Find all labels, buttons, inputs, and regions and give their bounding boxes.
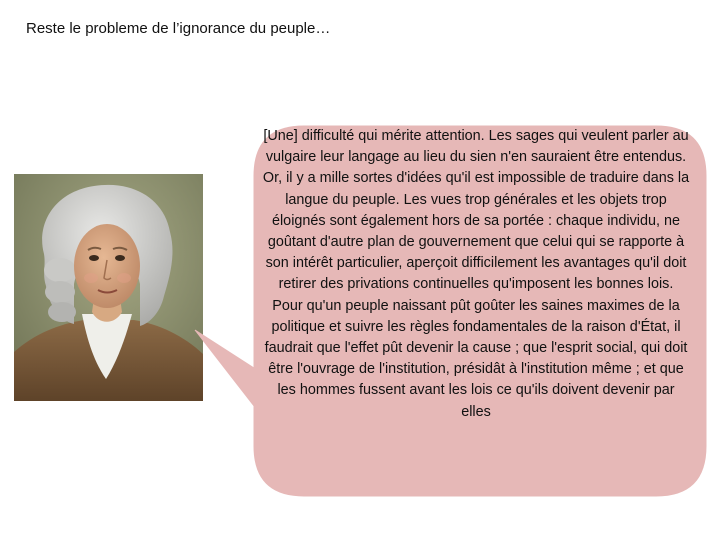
speech-bubble-quote: [Une] difficulté qui mérite attention. Les sages qui veulent parler au vulgaire leur langage au lieu du sien n'en sauraient être entendus. Or, il y a mille sortes d'idées qu'il est impossible de traduire dans la langue du peuple. Les vues trop générales et les objets trop éloignés sont également hors de sa portée : chaque individu, ne goûtant d'autre plan de gouvernement que celui qui se rapporte à son intérêt particulier, aperçoit difficilement les avantages qu'il doit retirer des privations continuelles qu'imposent les bonnes lois. Pour qu'un peuple naissant pût goûter les saines maximes de la politique et suivre les règles fondamentales de la raison d'État, il faudrait que l'effet pût devenir la cause ; que l'esprit social, qui doit être l'ouvrage de l'institution, présidât à l'institution même ; et que les hommes fussent avant les lois ce qu'ils doivent devenir par elles bbox=[262, 128, 690, 420]
slide-title: Reste le probleme de l’ignorance du peuple… bbox=[26, 20, 331, 37]
